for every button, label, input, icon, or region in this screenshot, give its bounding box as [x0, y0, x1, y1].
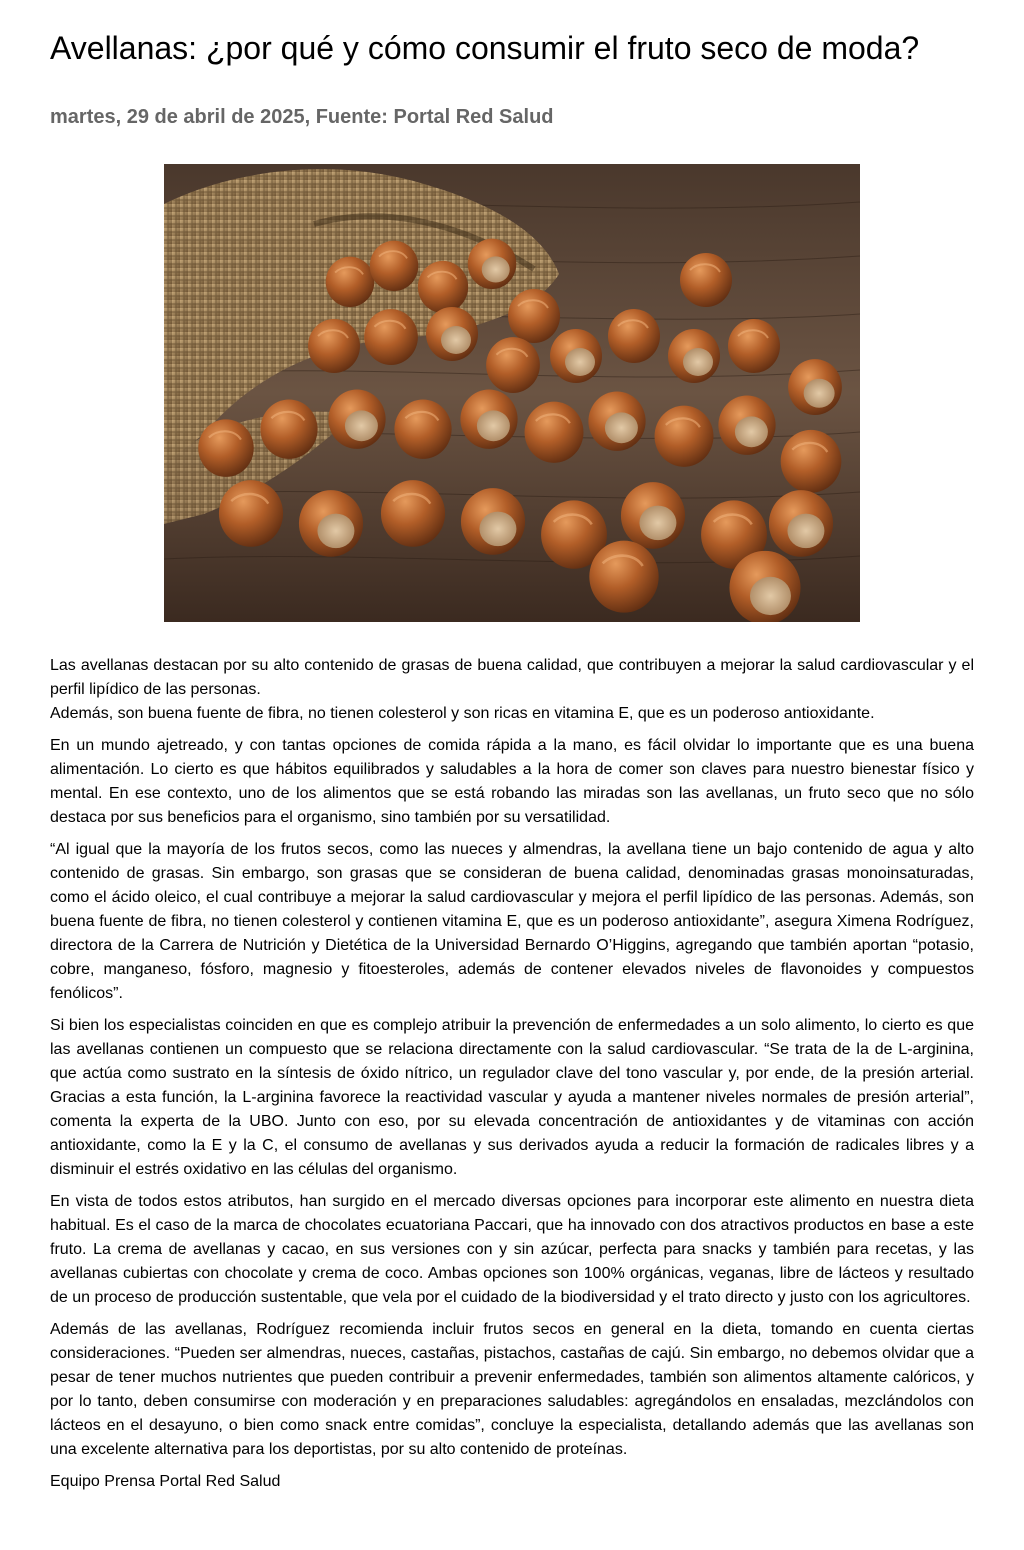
article-title: Avellanas: ¿por qué y cómo consumir el fruto seco de moda? [50, 30, 920, 66]
article-paragraph: Las avellanas destacan por su alto contenido de grasas de buena calidad, que contribuyen a mejorar la salud cardiovascular y el perfil lipídico de las personas. [50, 657, 974, 698]
article-paragraph: En vista de todos estos atributos, han surgido en el mercado diversas opciones para incorporar este alimento en nuestra dieta habitual. Es el caso de la marca de chocolates ecuatoriana Paccari, que ha innovado con dos atractivos productos en base a este fruto. La crema de avellanas y cacao, en sus versiones con y sin azúcar, perfecta para snacks y también para recetas, y las avellanas cubiertas con chocolate y crema de coco. Ambas opciones son 100% orgánicas, veganas, libre de lácteos y resultado de un proceso de producción sustentable, que vela por el cuidado de la biodiversidad y el trato directo y justo con los agricultores. [50, 1193, 974, 1306]
article-paragraph: Además, son buena fuente de fibra, no tienen colesterol y son ricas en vitamina E, que es un poderoso antioxidante. [50, 705, 875, 722]
hazelnuts-illustration [164, 164, 860, 622]
article-paragraph: En un mundo ajetreado, y con tantas opciones de comida rápida a la mano, es fácil olvidar lo importante que es una buena alimentación. Lo cierto es que hábitos equilibrados y saludables a la hora de comer son claves para nuestro bienestar físico y mental. En ese contexto, uno de los alimentos que se está robando las miradas son las avellanas, un fruto seco que no sólo destaca por sus beneficios para el organismo, sino también por su versatilidad. [50, 737, 974, 826]
article-body [50, 654, 974, 1494]
article-paragraph: “Al igual que la mayoría de los frutos secos, como las nueces y almendras, la avellana tiene un bajo contenido de agua y alto contenido de grasas. Sin embargo, son grasas que se consideran de buena calidad, denominadas grasas monoinsaturadas, como el ácido oleico, el cual contribuye a mejorar la salud cardiovascular y mejora el perfil lipídico de las personas. Además, son buena fuente de fibra, no tienen colesterol y contienen vitamina E, que es un poderoso antioxidante”, asegura Ximena Rodríguez, directora de la Carrera de Nutrición y Dietética de la Universidad Bernardo O’Higgins, agregando que también aportan “potasio, cobre, manganeso, fósforo, magnesio y fitoesteroles, además de contener elevados niveles de flavonoides y compuestos fenólicos”. [50, 841, 974, 1002]
hazelnuts-photo [164, 164, 860, 622]
article-paragraph: Si bien los especialistas coinciden en que es complejo atribuir la prevención de enfermedades a un solo alimento, lo cierto es que las avellanas contienen un compuesto que se relaciona directamente con la salud cardiovascular. “Se trata de la de L-arginina, que actúa como sustrato en la síntesis de óxido nítrico, un regulador clave del tono vascular y, por ende, de la presión arterial. Gracias a esta función, la L-arginina favorece la reactividad vascular y ayuda a mantener niveles normales de presión arterial”, comenta la experta de la UBO. Junto con eso, por su elevada concentración de antioxidantes y de vitaminas con acción antioxidante, como la E y la C, el consumo de avellanas y sus derivados ayuda a reducir la formación de radicales libres y a disminuir el estrés oxidativo en las células del organismo. [50, 1017, 974, 1178]
article-date-source: martes, 29 de abril de 2025, Fuente: Portal Red Salud [50, 106, 554, 128]
article-paragraph: Además de las avellanas, Rodríguez recomienda incluir frutos secos en general en la dieta, tomando en cuenta ciertas consideraciones. “Pueden ser almendras, nueces, castañas, pistachos, castañas de cajú. Sin embargo, no debemos olvidar que a pesar de tener muchos nutrientes que pueden contribuir a prevenir enfermedades, también son alimentos altamente calóricos, y por lo tanto, deben consumirse con moderación y en preparaciones saludables: agregándolos en ensaladas, mezclándolos con lácteos en el desayuno, o bien como snack entre comidas”, concluye la especialista, detallando además que las avellanas son una excelente alternativa para los deportistas, por su alto contenido de proteínas. [50, 1321, 974, 1458]
article-signature: Equipo Prensa Portal Red Salud [50, 1473, 281, 1490]
